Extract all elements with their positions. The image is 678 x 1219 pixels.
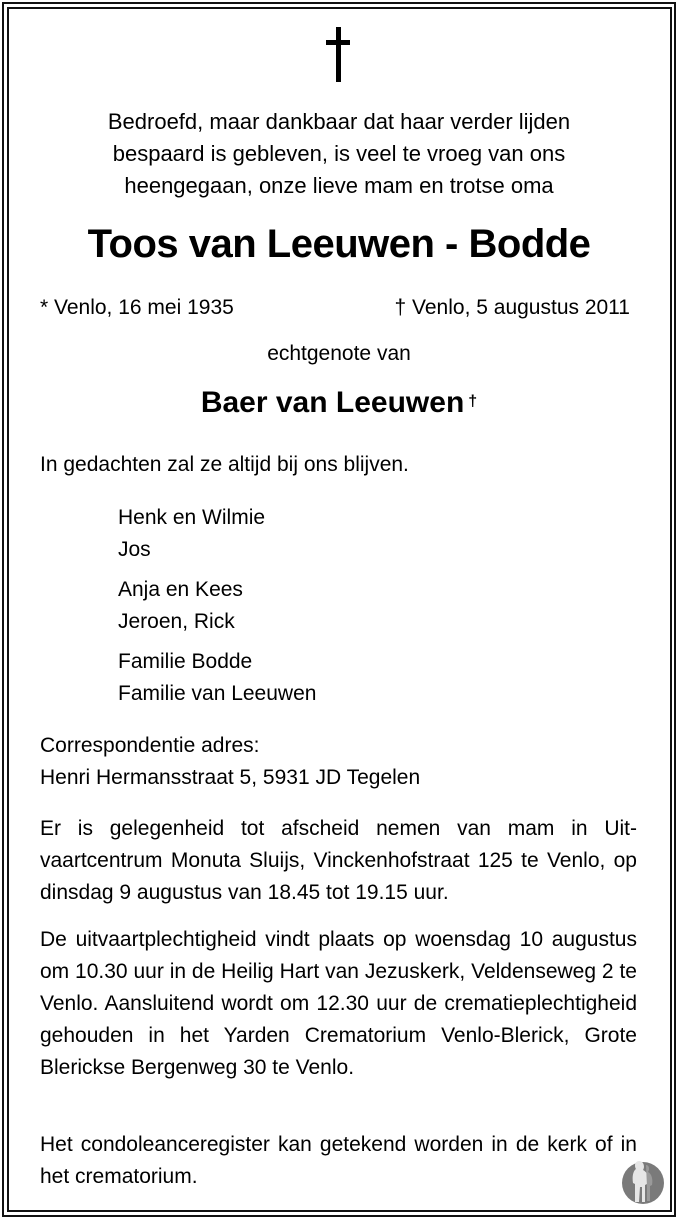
family-member: Anja en Kees	[118, 578, 243, 601]
death-date: † Venlo, 5 augustus 2011	[394, 296, 630, 319]
farewell-paragraph: Er is gelegenheid tot afscheid nemen van mam in Uit-vaartcentrum Monuta Sluijs, Vinckenhofstraat 125 te Venlo, op dinsdag 9 augustus van 18.45 tot 19.15 uur.	[40, 817, 637, 904]
cross-icon	[326, 27, 350, 82]
embracing-figures-logo-icon	[619, 1157, 667, 1205]
deceased-name: Toos van Leeuwen - Bodde	[87, 222, 591, 266]
correspondence-label: Correspondentie adres:	[40, 734, 260, 757]
family-member: Familie van Leeuwen	[118, 682, 317, 705]
family-group	[118, 574, 316, 638]
birth-date: * Venlo, 16 mei 1935	[40, 296, 234, 319]
spouse-name-line	[0, 386, 678, 420]
intro-line: heengegaan, onze lieve mam en trotse oma	[124, 173, 554, 198]
family-group	[118, 502, 316, 566]
family-group	[118, 646, 316, 710]
intro-text	[0, 106, 678, 202]
family-member: Jos	[118, 538, 151, 561]
family-member: Jeroen, Rick	[118, 610, 235, 633]
family-member: Henk en Wilmie	[118, 506, 266, 529]
family-member: Familie Bodde	[118, 650, 253, 673]
motto: In gedachten zal ze altijd bij ons blijven.	[40, 453, 409, 476]
correspondence-address: Henri Hermansstraat 5, 5931 JD Tegelen	[40, 766, 421, 789]
intro-line: bespaard is gebleven, is veel te vroeg van ons	[112, 141, 566, 166]
spouse-label: echtgenote van	[267, 342, 411, 365]
intro-line: Bedroefd, maar dankbaar dat haar verder lijden	[107, 109, 571, 134]
condolence-paragraph: Het condoleanceregister kan getekend worden in de kerk of in het crematorium.	[40, 1133, 637, 1188]
dagger-icon: †	[468, 393, 478, 410]
funeral-paragraph: De uitvaartplechtigheid vindt plaats op woensdag 10 augustus om 10.30 uur in de Heilig Hart van Jezuskerk, Veldenseweg 2 te Venlo. Aansluitend wordt om 12.30 uur de crematieplechtigheid gehouden in het Yarden Crematorium Venlo-Blerick, Grote Blerickse Bergenweg 30 te Venlo.	[40, 928, 637, 1079]
correspondence-block	[40, 730, 420, 794]
spouse-name: Baer van Leeuwen	[200, 386, 465, 419]
family-list	[118, 502, 316, 718]
